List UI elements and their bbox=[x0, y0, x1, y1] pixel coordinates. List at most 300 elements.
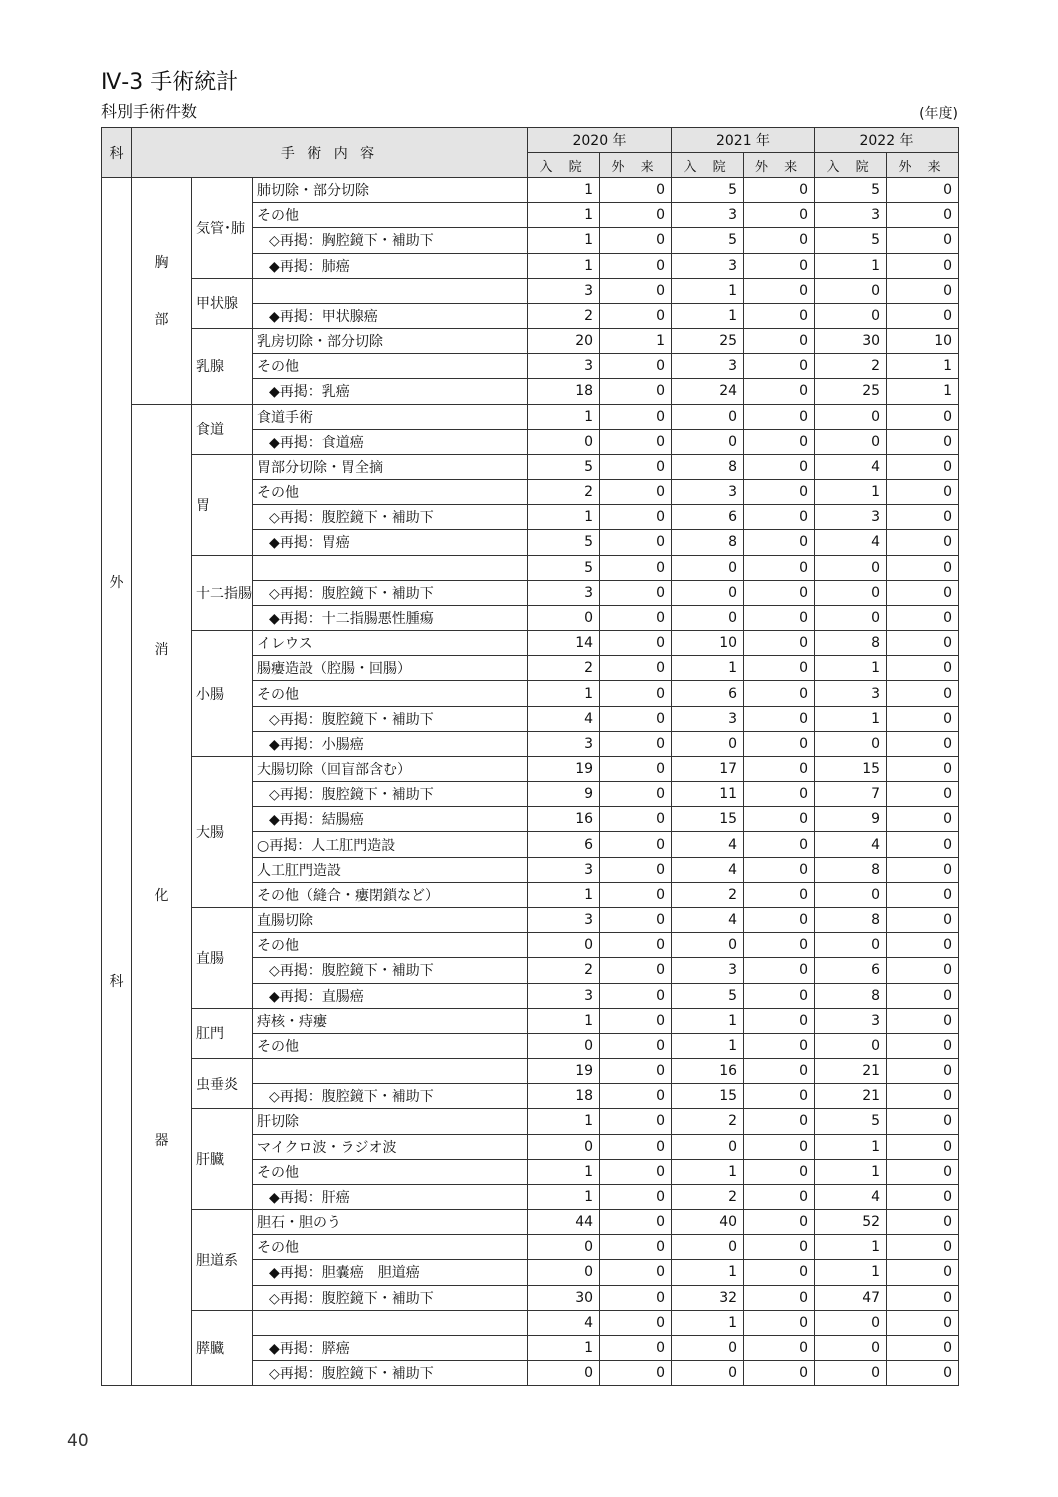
inpatient-count-cell: 0 bbox=[815, 278, 887, 303]
procedure-cell: ◆再掲：十二指腸悪性腫瘍 bbox=[253, 605, 528, 630]
outpatient-count-cell: 0 bbox=[887, 832, 959, 857]
inpatient-count-cell: 21 bbox=[815, 1084, 887, 1109]
inpatient-count-cell: 32 bbox=[672, 1285, 744, 1310]
outpatient-count-cell: 0 bbox=[600, 530, 672, 555]
outpatient-count-cell: 0 bbox=[887, 555, 959, 580]
inpatient-count-cell: 3 bbox=[528, 278, 600, 303]
outpatient-count-cell: 0 bbox=[887, 303, 959, 328]
inpatient-count-cell: 1 bbox=[528, 203, 600, 228]
inpatient-count-cell: 18 bbox=[528, 379, 600, 404]
procedure-cell: 食道手術 bbox=[253, 404, 528, 429]
outpatient-count-cell: 0 bbox=[744, 1008, 815, 1033]
inpatient-count-cell: 4 bbox=[672, 832, 744, 857]
outpatient-count-cell: 1 bbox=[887, 379, 959, 404]
inpatient-count-cell: 0 bbox=[815, 933, 887, 958]
inpatient-count-cell: 1 bbox=[528, 882, 600, 907]
inpatient-count-cell: 16 bbox=[528, 807, 600, 832]
inpatient-count-cell: 0 bbox=[815, 731, 887, 756]
inpatient-count-cell: 8 bbox=[815, 857, 887, 882]
inpatient-count-cell: 24 bbox=[672, 379, 744, 404]
organ-cell: 膵臓 bbox=[192, 1310, 253, 1386]
inpatient-count-cell: 1 bbox=[672, 278, 744, 303]
procedure-cell: 痔核・痔瘻 bbox=[253, 1008, 528, 1033]
inpatient-count-cell: 1 bbox=[528, 1184, 600, 1209]
outpatient-count-cell: 0 bbox=[744, 656, 815, 681]
outpatient-count-cell: 1 bbox=[600, 329, 672, 354]
category-cell bbox=[132, 178, 192, 405]
inpatient-count-cell: 1 bbox=[815, 1159, 887, 1184]
inpatient-count-cell: 25 bbox=[815, 379, 887, 404]
procedure-cell: マイクロ波・ラジオ波 bbox=[253, 1134, 528, 1159]
inpatient-count-cell: 44 bbox=[528, 1210, 600, 1235]
procedure-cell: 乳房切除・部分切除 bbox=[253, 329, 528, 354]
procedure-cell bbox=[253, 555, 528, 580]
outpatient-count-cell: 0 bbox=[600, 178, 672, 203]
procedure-cell: 肝切除 bbox=[253, 1109, 528, 1134]
header-year-2021: 2021 年 bbox=[672, 128, 815, 153]
inpatient-count-cell: 0 bbox=[672, 404, 744, 429]
inpatient-count-cell: 1 bbox=[528, 1335, 600, 1360]
inpatient-count-cell: 2 bbox=[672, 882, 744, 907]
outpatient-count-cell: 0 bbox=[600, 656, 672, 681]
inpatient-count-cell: 1 bbox=[528, 253, 600, 278]
inpatient-count-cell: 3 bbox=[528, 354, 600, 379]
outpatient-count-cell: 0 bbox=[744, 1059, 815, 1084]
outpatient-count-cell: 0 bbox=[744, 782, 815, 807]
organ-cell: 虫垂炎 bbox=[192, 1059, 253, 1109]
inpatient-count-cell: 6 bbox=[528, 832, 600, 857]
outpatient-count-cell: 0 bbox=[744, 882, 815, 907]
inpatient-count-cell: 2 bbox=[672, 1109, 744, 1134]
outpatient-count-cell: 0 bbox=[744, 555, 815, 580]
header-year-2020: 2020 年 bbox=[528, 128, 672, 153]
inpatient-count-cell: 3 bbox=[815, 681, 887, 706]
procedure-cell: その他 bbox=[253, 203, 528, 228]
outpatient-count-cell: 0 bbox=[887, 731, 959, 756]
outpatient-count-cell: 0 bbox=[887, 1084, 959, 1109]
outpatient-count-cell: 0 bbox=[744, 933, 815, 958]
inpatient-count-cell: 2 bbox=[815, 354, 887, 379]
inpatient-count-cell: 0 bbox=[672, 1235, 744, 1260]
outpatient-count-cell: 0 bbox=[600, 756, 672, 781]
outpatient-count-cell: 0 bbox=[887, 983, 959, 1008]
outpatient-count-cell: 0 bbox=[744, 253, 815, 278]
outpatient-count-cell: 0 bbox=[600, 580, 672, 605]
inpatient-count-cell: 0 bbox=[528, 1033, 600, 1058]
procedure-cell: ◇再掲：腹腔鏡下・補助下 bbox=[253, 505, 528, 530]
outpatient-count-cell: 0 bbox=[744, 706, 815, 731]
table-title: 科別手術件数 bbox=[101, 102, 198, 121]
outpatient-count-cell: 0 bbox=[887, 429, 959, 454]
inpatient-count-cell: 2 bbox=[528, 958, 600, 983]
organ-cell: 食道 bbox=[192, 404, 253, 454]
inpatient-count-cell: 3 bbox=[528, 731, 600, 756]
outpatient-count-cell: 0 bbox=[744, 832, 815, 857]
inpatient-count-cell: 4 bbox=[672, 907, 744, 932]
outpatient-count-cell: 0 bbox=[887, 1361, 959, 1386]
organ-cell: 肝臓 bbox=[192, 1109, 253, 1210]
inpatient-count-cell: 1 bbox=[528, 178, 600, 203]
outpatient-count-cell: 0 bbox=[887, 530, 959, 555]
inpatient-count-cell: 1 bbox=[815, 480, 887, 505]
organ-cell: 気管･肺 bbox=[192, 178, 253, 279]
table-row bbox=[102, 454, 959, 479]
inpatient-count-cell: 0 bbox=[528, 429, 600, 454]
inpatient-count-cell: 1 bbox=[528, 681, 600, 706]
outpatient-count-cell: 0 bbox=[887, 404, 959, 429]
inpatient-count-cell: 1 bbox=[528, 1159, 600, 1184]
inpatient-count-cell: 0 bbox=[672, 1134, 744, 1159]
vertical-label-char: 消 bbox=[154, 642, 169, 659]
inpatient-count-cell: 8 bbox=[672, 530, 744, 555]
outpatient-count-cell: 0 bbox=[887, 782, 959, 807]
outpatient-count-cell: 0 bbox=[887, 1159, 959, 1184]
page-number: 40 bbox=[67, 1431, 89, 1451]
table-row bbox=[102, 907, 959, 932]
outpatient-count-cell: 0 bbox=[600, 429, 672, 454]
outpatient-count-cell: 0 bbox=[600, 1285, 672, 1310]
outpatient-count-cell: 0 bbox=[600, 1059, 672, 1084]
inpatient-count-cell: 1 bbox=[672, 1033, 744, 1058]
inpatient-count-cell: 3 bbox=[528, 580, 600, 605]
inpatient-count-cell: 4 bbox=[815, 1184, 887, 1209]
inpatient-count-cell: 14 bbox=[528, 631, 600, 656]
outpatient-count-cell: 0 bbox=[744, 1084, 815, 1109]
outpatient-count-cell: 0 bbox=[887, 454, 959, 479]
outpatient-count-cell: 0 bbox=[600, 203, 672, 228]
outpatient-count-cell: 0 bbox=[600, 782, 672, 807]
inpatient-count-cell: 6 bbox=[672, 505, 744, 530]
outpatient-count-cell: 0 bbox=[744, 203, 815, 228]
outpatient-count-cell: 0 bbox=[744, 681, 815, 706]
inpatient-count-cell: 1 bbox=[815, 1235, 887, 1260]
outpatient-count-cell: 0 bbox=[600, 278, 672, 303]
procedure-cell: 人工肛門造設 bbox=[253, 857, 528, 882]
outpatient-count-cell: 0 bbox=[600, 631, 672, 656]
outpatient-count-cell: 0 bbox=[887, 253, 959, 278]
inpatient-count-cell: 2 bbox=[528, 480, 600, 505]
outpatient-count-cell: 0 bbox=[600, 857, 672, 882]
procedure-cell: その他 bbox=[253, 1033, 528, 1058]
outpatient-count-cell: 0 bbox=[600, 404, 672, 429]
organ-cell: 胃 bbox=[192, 454, 253, 555]
table-row bbox=[102, 1210, 959, 1235]
outpatient-count-cell: 0 bbox=[744, 530, 815, 555]
outpatient-count-cell: 0 bbox=[744, 807, 815, 832]
inpatient-count-cell: 0 bbox=[672, 555, 744, 580]
table-body bbox=[102, 178, 959, 1386]
inpatient-count-cell: 0 bbox=[815, 1033, 887, 1058]
outpatient-count-cell: 0 bbox=[744, 1361, 815, 1386]
procedure-cell: ◆再掲：胃癌 bbox=[253, 530, 528, 555]
header-dept: 科 bbox=[102, 128, 132, 178]
inpatient-count-cell: 3 bbox=[815, 203, 887, 228]
inpatient-count-cell: 9 bbox=[528, 782, 600, 807]
vertical-label-char: 器 bbox=[154, 1133, 169, 1150]
inpatient-count-cell: 1 bbox=[672, 656, 744, 681]
inpatient-count-cell: 8 bbox=[815, 983, 887, 1008]
outpatient-count-cell: 0 bbox=[887, 1109, 959, 1134]
inpatient-count-cell: 30 bbox=[528, 1285, 600, 1310]
inpatient-count-cell: 3 bbox=[672, 203, 744, 228]
outpatient-count-cell: 0 bbox=[600, 1335, 672, 1360]
vertical-label bbox=[132, 234, 191, 347]
procedure-cell: その他 bbox=[253, 354, 528, 379]
inpatient-count-cell: 19 bbox=[528, 756, 600, 781]
outpatient-count-cell: 0 bbox=[600, 253, 672, 278]
header-outpatient: 外 来 bbox=[600, 153, 672, 178]
vertical-label-char: 化 bbox=[154, 887, 169, 904]
inpatient-count-cell: 0 bbox=[528, 1134, 600, 1159]
inpatient-count-cell: 11 bbox=[672, 782, 744, 807]
outpatient-count-cell: 0 bbox=[600, 605, 672, 630]
organ-cell: 大腸 bbox=[192, 756, 253, 907]
outpatient-count-cell: 0 bbox=[744, 857, 815, 882]
outpatient-count-cell: 0 bbox=[744, 480, 815, 505]
inpatient-count-cell: 1 bbox=[528, 228, 600, 253]
procedure-cell bbox=[253, 1059, 528, 1084]
outpatient-count-cell: 0 bbox=[600, 1210, 672, 1235]
procedure-cell: ◆再掲：食道癌 bbox=[253, 429, 528, 454]
header-outpatient: 外 来 bbox=[744, 153, 815, 178]
header-year-2022: 2022 年 bbox=[815, 128, 959, 153]
inpatient-count-cell: 3 bbox=[672, 958, 744, 983]
outpatient-count-cell: 0 bbox=[887, 681, 959, 706]
header-inpatient: 入 院 bbox=[528, 153, 600, 178]
outpatient-count-cell: 0 bbox=[887, 1310, 959, 1335]
inpatient-count-cell: 3 bbox=[672, 354, 744, 379]
inpatient-count-cell: 3 bbox=[672, 253, 744, 278]
outpatient-count-cell: 0 bbox=[600, 958, 672, 983]
outpatient-count-cell: 0 bbox=[887, 228, 959, 253]
procedure-cell: ◇再掲：腹腔鏡下・補助下 bbox=[253, 782, 528, 807]
table-row bbox=[102, 278, 959, 303]
inpatient-count-cell: 25 bbox=[672, 329, 744, 354]
page-title: Ⅳ-3 手術統計 bbox=[101, 70, 239, 95]
inpatient-count-cell: 1 bbox=[815, 706, 887, 731]
inpatient-count-cell: 0 bbox=[815, 1361, 887, 1386]
inpatient-count-cell: 3 bbox=[672, 706, 744, 731]
outpatient-count-cell: 0 bbox=[744, 1033, 815, 1058]
procedure-cell bbox=[253, 278, 528, 303]
outpatient-count-cell: 0 bbox=[600, 882, 672, 907]
procedure-cell: ◇再掲：胸腔鏡下・補助下 bbox=[253, 228, 528, 253]
outpatient-count-cell: 0 bbox=[744, 1210, 815, 1235]
outpatient-count-cell: 0 bbox=[887, 958, 959, 983]
vertical-label-char: 胸 bbox=[154, 255, 169, 272]
outpatient-count-cell: 0 bbox=[744, 1260, 815, 1285]
procedure-cell: ◆再掲：乳癌 bbox=[253, 379, 528, 404]
inpatient-count-cell: 0 bbox=[815, 555, 887, 580]
inpatient-count-cell: 1 bbox=[815, 1260, 887, 1285]
inpatient-count-cell: 0 bbox=[815, 580, 887, 605]
outpatient-count-cell: 0 bbox=[887, 1260, 959, 1285]
inpatient-count-cell: 4 bbox=[815, 832, 887, 857]
inpatient-count-cell: 3 bbox=[528, 907, 600, 932]
unit-note: (年度) bbox=[919, 106, 958, 122]
vertical-label-char: 外 bbox=[109, 575, 124, 592]
outpatient-count-cell: 0 bbox=[744, 1109, 815, 1134]
outpatient-count-cell: 0 bbox=[744, 429, 815, 454]
inpatient-count-cell: 0 bbox=[672, 580, 744, 605]
inpatient-count-cell: 0 bbox=[815, 1335, 887, 1360]
outpatient-count-cell: 0 bbox=[744, 303, 815, 328]
procedure-cell: その他 bbox=[253, 681, 528, 706]
procedure-cell: ◇再掲：腹腔鏡下・補助下 bbox=[253, 580, 528, 605]
procedure-cell: ◆再掲：小腸癌 bbox=[253, 731, 528, 756]
inpatient-count-cell: 1 bbox=[672, 1159, 744, 1184]
inpatient-count-cell: 0 bbox=[815, 404, 887, 429]
outpatient-count-cell: 0 bbox=[887, 505, 959, 530]
outpatient-count-cell: 0 bbox=[600, 228, 672, 253]
vertical-label bbox=[132, 527, 191, 1264]
inpatient-count-cell: 0 bbox=[815, 429, 887, 454]
inpatient-count-cell: 3 bbox=[528, 983, 600, 1008]
outpatient-count-cell: 0 bbox=[887, 656, 959, 681]
inpatient-count-cell: 1 bbox=[528, 1109, 600, 1134]
inpatient-count-cell: 3 bbox=[815, 1008, 887, 1033]
outpatient-count-cell: 0 bbox=[887, 178, 959, 203]
vertical-label bbox=[102, 383, 131, 1181]
inpatient-count-cell: 5 bbox=[528, 454, 600, 479]
inpatient-count-cell: 0 bbox=[815, 1310, 887, 1335]
inpatient-count-cell: 0 bbox=[528, 1260, 600, 1285]
outpatient-count-cell: 0 bbox=[887, 1008, 959, 1033]
inpatient-count-cell: 3 bbox=[528, 857, 600, 882]
inpatient-count-cell: 1 bbox=[528, 505, 600, 530]
procedure-cell bbox=[253, 1310, 528, 1335]
inpatient-count-cell: 0 bbox=[672, 1361, 744, 1386]
procedure-cell: イレウス bbox=[253, 631, 528, 656]
procedure-cell: ◇再掲：腹腔鏡下・補助下 bbox=[253, 1084, 528, 1109]
inpatient-count-cell: 30 bbox=[815, 329, 887, 354]
outpatient-count-cell: 0 bbox=[887, 1033, 959, 1058]
outpatient-count-cell: 0 bbox=[744, 983, 815, 1008]
header-inpatient: 入 院 bbox=[672, 153, 744, 178]
inpatient-count-cell: 5 bbox=[672, 983, 744, 1008]
outpatient-count-cell: 0 bbox=[744, 756, 815, 781]
inpatient-count-cell: 4 bbox=[815, 530, 887, 555]
inpatient-count-cell: 19 bbox=[528, 1059, 600, 1084]
inpatient-count-cell: 5 bbox=[672, 178, 744, 203]
procedure-cell: ◆再掲：直腸癌 bbox=[253, 983, 528, 1008]
inpatient-count-cell: 5 bbox=[672, 228, 744, 253]
inpatient-count-cell: 0 bbox=[672, 429, 744, 454]
procedure-cell: その他 bbox=[253, 1235, 528, 1260]
procedure-cell: ◇再掲：腹腔鏡下・補助下 bbox=[253, 1361, 528, 1386]
inpatient-count-cell: 15 bbox=[815, 756, 887, 781]
inpatient-count-cell: 3 bbox=[672, 480, 744, 505]
outpatient-count-cell: 0 bbox=[887, 807, 959, 832]
outpatient-count-cell: 0 bbox=[600, 1134, 672, 1159]
outpatient-count-cell: 0 bbox=[744, 454, 815, 479]
outpatient-count-cell: 0 bbox=[744, 958, 815, 983]
inpatient-count-cell: 18 bbox=[528, 1084, 600, 1109]
outpatient-count-cell: 0 bbox=[744, 329, 815, 354]
inpatient-count-cell: 0 bbox=[528, 605, 600, 630]
vertical-label-char: 科 bbox=[109, 974, 124, 991]
inpatient-count-cell: 52 bbox=[815, 1210, 887, 1235]
inpatient-count-cell: 1 bbox=[815, 253, 887, 278]
outpatient-count-cell: 0 bbox=[600, 454, 672, 479]
table-row bbox=[102, 631, 959, 656]
outpatient-count-cell: 0 bbox=[887, 605, 959, 630]
outpatient-count-cell: 0 bbox=[600, 505, 672, 530]
inpatient-count-cell: 1 bbox=[672, 1260, 744, 1285]
procedure-cell: ◇再掲：腹腔鏡下・補助下 bbox=[253, 706, 528, 731]
inpatient-count-cell: 0 bbox=[672, 933, 744, 958]
outpatient-count-cell: 1 bbox=[887, 354, 959, 379]
inpatient-count-cell: 5 bbox=[815, 228, 887, 253]
outpatient-count-cell: 0 bbox=[600, 1159, 672, 1184]
outpatient-count-cell: 0 bbox=[887, 933, 959, 958]
procedure-cell: ◆再掲：胆嚢癌 胆道癌 bbox=[253, 1260, 528, 1285]
inpatient-count-cell: 10 bbox=[672, 631, 744, 656]
table-row bbox=[102, 555, 959, 580]
inpatient-count-cell: 4 bbox=[672, 857, 744, 882]
outpatient-count-cell: 0 bbox=[600, 907, 672, 932]
organ-cell: 小腸 bbox=[192, 631, 253, 757]
inpatient-count-cell: 15 bbox=[672, 1084, 744, 1109]
inpatient-count-cell: 8 bbox=[672, 454, 744, 479]
inpatient-count-cell: 16 bbox=[672, 1059, 744, 1084]
outpatient-count-cell: 0 bbox=[744, 1235, 815, 1260]
inpatient-count-cell: 1 bbox=[672, 303, 744, 328]
header-outpatient: 外 来 bbox=[887, 153, 959, 178]
outpatient-count-cell: 0 bbox=[744, 631, 815, 656]
inpatient-count-cell: 5 bbox=[815, 1109, 887, 1134]
outpatient-count-cell: 0 bbox=[744, 907, 815, 932]
outpatient-count-cell: 0 bbox=[600, 1184, 672, 1209]
outpatient-count-cell: 0 bbox=[887, 278, 959, 303]
outpatient-count-cell: 0 bbox=[744, 505, 815, 530]
procedure-cell: 大腸切除（回盲部含む） bbox=[253, 756, 528, 781]
procedure-cell: その他 bbox=[253, 933, 528, 958]
outpatient-count-cell: 0 bbox=[887, 1335, 959, 1360]
procedure-cell: その他 bbox=[253, 1159, 528, 1184]
outpatient-count-cell: 0 bbox=[600, 983, 672, 1008]
inpatient-count-cell: 2 bbox=[672, 1184, 744, 1209]
inpatient-count-cell: 0 bbox=[815, 303, 887, 328]
header-inpatient: 入 院 bbox=[815, 153, 887, 178]
inpatient-count-cell: 8 bbox=[815, 907, 887, 932]
table-row bbox=[102, 1008, 959, 1033]
inpatient-count-cell: 6 bbox=[672, 681, 744, 706]
inpatient-count-cell: 0 bbox=[815, 882, 887, 907]
outpatient-count-cell: 0 bbox=[744, 580, 815, 605]
table-row bbox=[102, 1310, 959, 1335]
outpatient-count-cell: 0 bbox=[887, 631, 959, 656]
outpatient-count-cell: 0 bbox=[600, 303, 672, 328]
table-row bbox=[102, 329, 959, 354]
outpatient-count-cell: 0 bbox=[887, 1134, 959, 1159]
outpatient-count-cell: 0 bbox=[600, 1084, 672, 1109]
inpatient-count-cell: 4 bbox=[815, 454, 887, 479]
outpatient-count-cell: 0 bbox=[744, 1184, 815, 1209]
outpatient-count-cell: 0 bbox=[887, 1059, 959, 1084]
outpatient-count-cell: 0 bbox=[744, 178, 815, 203]
inpatient-count-cell: 0 bbox=[672, 731, 744, 756]
outpatient-count-cell: 0 bbox=[887, 480, 959, 505]
inpatient-count-cell: 0 bbox=[528, 1361, 600, 1386]
inpatient-count-cell: 5 bbox=[815, 178, 887, 203]
outpatient-count-cell: 0 bbox=[887, 1210, 959, 1235]
outpatient-count-cell: 0 bbox=[744, 278, 815, 303]
procedure-cell: その他 bbox=[253, 480, 528, 505]
outpatient-count-cell: 0 bbox=[600, 1033, 672, 1058]
inpatient-count-cell: 7 bbox=[815, 782, 887, 807]
surgery-count-table bbox=[101, 127, 959, 1386]
